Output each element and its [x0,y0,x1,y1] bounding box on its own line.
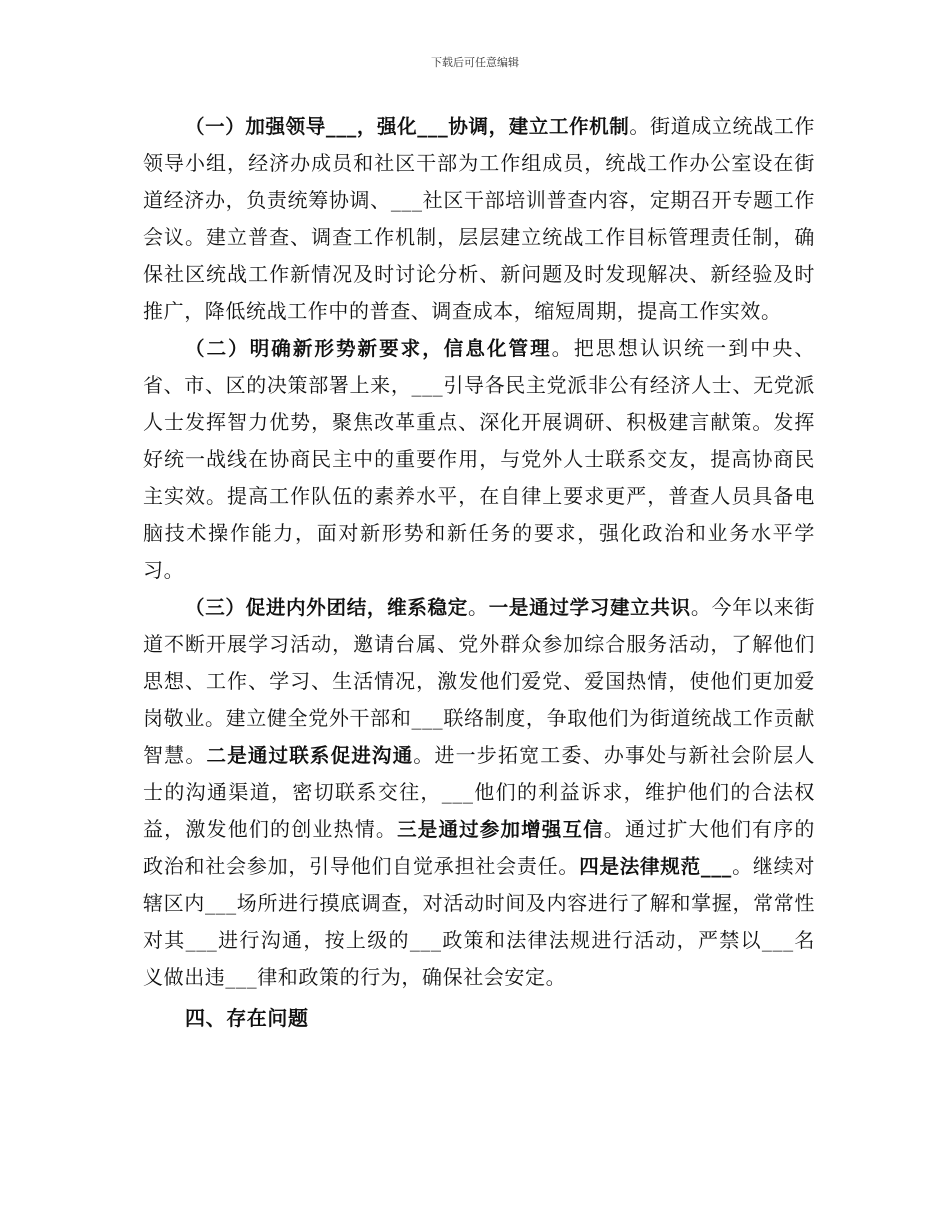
paragraph-2-text: 。把思想认识统一到中央、省、市、区的决策部署上来，___引导各民主党派非公有经济人士、无党派人士发挥智力优势，聚焦改革重点、深化开展调研、积极建言献策。发挥好统一战线在协商民主中的重要作用，与党外人士联系交友，提高协商民主实效。提高工作队伍的素养水平，在自律上要求更严，普查人员具备电脑技术操作能力，面对新形势和新任务的要求，强化政治和业务水平学习。 [143,336,816,582]
paragraph-3-point-2: 二是通过联系促进沟通 [206,744,414,767]
document-body [143,108,815,1037]
paragraph-2-lead: （二）明确新形势新要求，信息化管理 [185,337,552,360]
paragraph-3-text-1: 。 [467,595,489,619]
section-heading: 四、存在问题 [185,1006,309,1030]
paragraph-3-point-4: 四是法律规范___ [579,855,732,878]
paragraph-2 [143,330,815,589]
paragraph-3 [143,589,815,996]
paragraph-3-point-1: 一是通过学习建立共识 [488,596,691,619]
paragraph-3-point-3: 三是通过参加增强互信 [397,818,604,841]
paragraph-1-lead: （一）加强领导___，强化___协调，建立工作机制 [185,115,630,138]
paragraph-3-text-4: 。通过扩大他们有序的政治和社会参加，引导他们自觉承担社会责任。 [143,817,816,878]
header-note: 下载后可任意编辑 [431,56,519,69]
paragraph-3-text-5: 。继续对辖区内___场所进行摸底调查，对活动时间及内容进行了解和掌握，常常性对其___进行沟通，按上级的___政策和法律法规进行活动，严禁以___名义做出违___律和政策的行为，确保社会安定。 [143,854,815,989]
paragraph-3-lead: （三）促进内外团结，维系稳定 [185,596,468,619]
paragraph-1 [143,108,815,330]
paragraph-1-text: 。街道成立统战工作领导小组，经济办成员和社区干部为工作组成员，统战工作办公室设在街道经济办，负责统筹协调、___社区干部培训普查内容，定期召开专题工作会议。建立普查、调查工作机制，层层建立统战工作目标管理责任制，确保社区统战工作新情况及时讨论分析、新问题及时发现解决、新经验及时推广，降低统战工作中的普查、调查成本，缩短周期，提高工作实效。 [143,114,815,323]
paragraph-3-text-2: 。今年以来街道不断开展学习活动，邀请台属、党外群众参加综合服务活动，了解他们思想、工作、学习、生活情况，激发他们爱党、爱国热情，使他们更加爱岗敬业。建立健全党外干部和___联络制度，争取他们为街道统战工作贡献智慧。 [143,595,815,767]
paragraph-3-text-3: 。进一步拓宽工委、办事处与新社会阶层人士的沟通渠道，密切联系交往，___他们的利益诉求，维护他们的合法权益，激发他们的创业热情。 [143,743,815,841]
